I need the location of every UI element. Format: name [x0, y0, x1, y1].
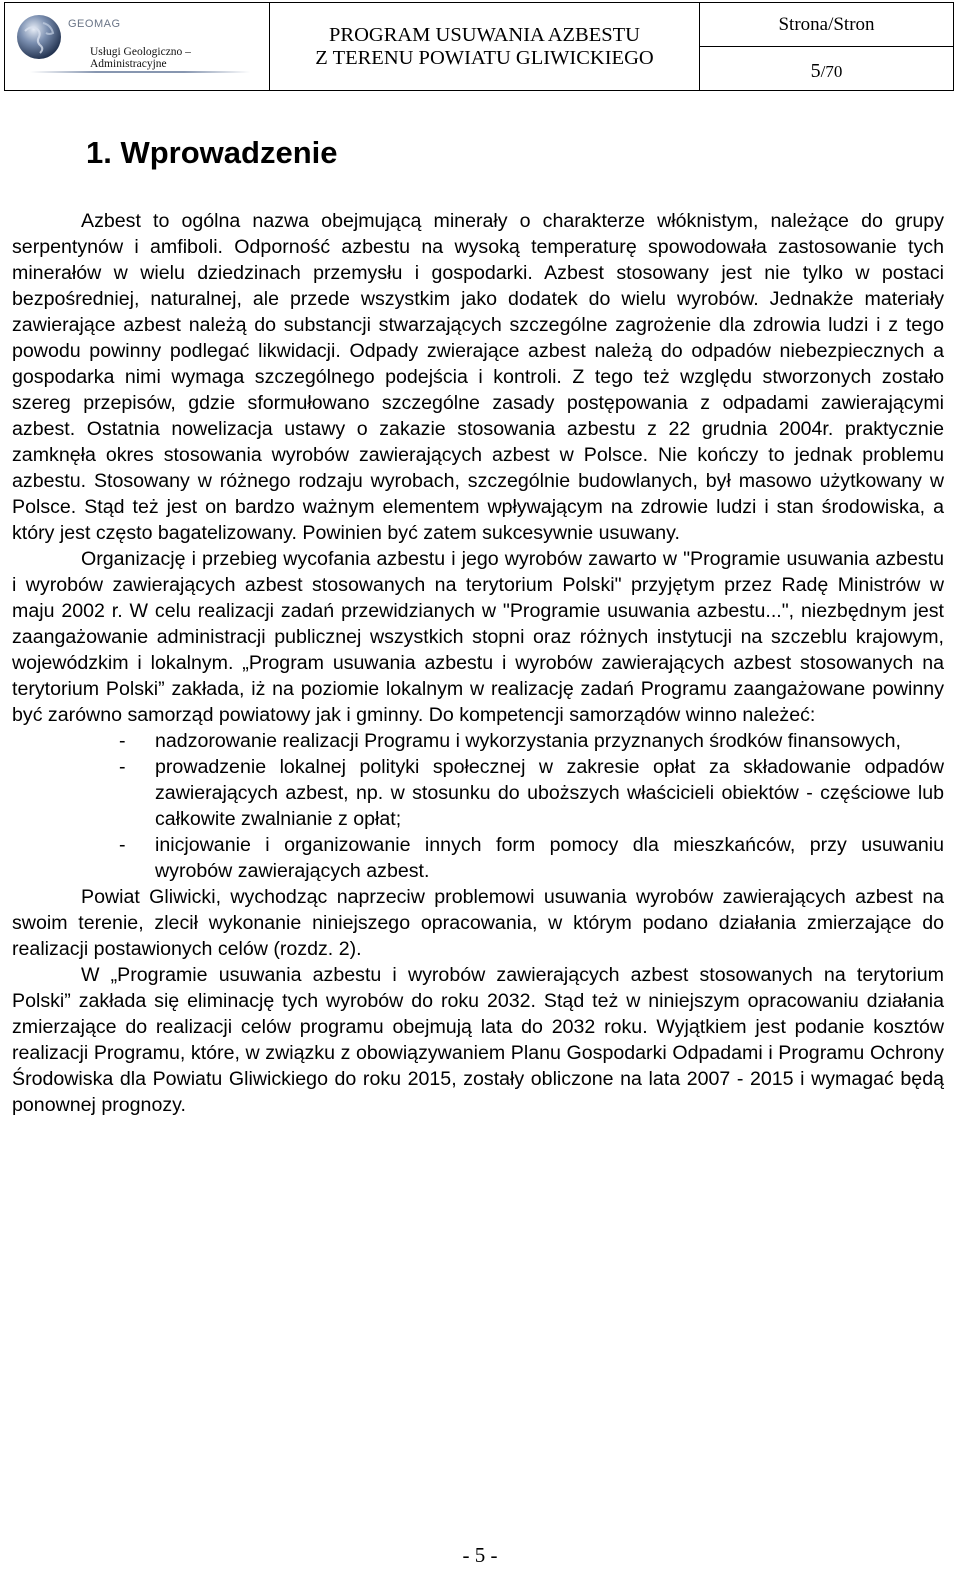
- document-header: [4, 2, 954, 91]
- list-item-text: prowadzenie lokalnej polityki społecznej w zakresie opłat za składowanie odpadów zawierających azbest, np. w stosunku do uboższych właścicieli obiektów - częściowe lub całkowite zwalnianie z opłat;: [155, 756, 944, 830]
- logo-subtitle: Usługi Geologiczno – Administracyjne: [90, 46, 191, 70]
- page-total: /70: [820, 61, 843, 81]
- title-line-1: PROGRAM USUWANIA AZBESTU: [329, 23, 640, 46]
- list-item: [12, 832, 944, 884]
- document-title: [270, 3, 700, 90]
- section-heading: 1. Wprowadzenie: [86, 135, 338, 170]
- paragraph: Organizację i przebieg wycofania azbestu i jego wyrobów zawarto w "Programie usuwania azbestu i wyrobów zawierających azbest stosowanych na terytorium Polski" przyjętym przez Radę Ministrów w maju 2002 r. W celu realizacji zadań przewidzianych w "Programie usuwania azbestu...", niezbędnym jest zaangażowanie administracji publicznej wszystkich stopni oraz różnych instytucji na szczeblu krajowym, wojewódzkim i lokalnym. „Program usuwania azbestu i wyrobów zawierających azbest stosowanych na terytorium Polski” zakłada, iż na poziomie lokalnym w realizację zadań Programu zaangażowane powinny być zarówno samorząd powiatowy jak i gminny. Do kompetencji samorządów winno należeć:: [12, 548, 944, 726]
- list-bullet: -: [119, 730, 126, 752]
- paragraph: W „Programie usuwania azbestu i wyrobów zawierających azbest stosowanych na terytorium Polski” zakłada się eliminację tych wyrobów do roku 2032. Stąd też w niniejszym opracowaniu działania zmierzające do realizacji celów programu obejmują lata do 2032 roku. Wyjątkiem jest podanie kosztów realizacji Programu, które, w związku z obowiązywaniem Planu Gospodarki Odpadami i Programu Ochrony Środowiska dla Powiatu Gliwickiego do roku 2015, zostały obliczone na lata 2007 - 2015 i wymagać będą ponownej prognozy.: [12, 964, 944, 1116]
- page-number-footer: - 5 -: [462, 1543, 498, 1567]
- document-body: [12, 208, 944, 1118]
- list-item-text: inicjowanie i organizowanie innych form pomocy dla mieszkańców, przy usuwaniu wyrobów zawierających azbest.: [155, 834, 944, 882]
- page-counter-value: [700, 47, 953, 90]
- page-counter: [700, 3, 953, 90]
- company-logo: [5, 3, 270, 90]
- page-current: 5: [810, 60, 821, 82]
- list-item: [12, 754, 944, 832]
- logo-underline: [30, 71, 250, 73]
- list-item-text: nadzorowanie realizacji Programu i wykorzystania przyznanych środków finansowych,: [155, 730, 901, 752]
- logo-brand-text: GEOMAG: [68, 18, 121, 30]
- paragraph: Azbest to ogólna nazwa obejmującą minerały o charakterze włóknistym, należące do grupy serpentynów i amfiboli. Odporność azbestu na wysoką temperaturę spowodowała zastosowanie tych minerałów w wielu dziedzinach przemysłu i gospodarki. Azbest stosowany jest nie tylko w postaci bezpośredniej, naturalnej, ale przede wszystkim jako dodatek do wielu wyrobów. Jednakże materiały zawierające azbest należą do substancji stwarzających szczególne zagrożenie dla zdrowia ludzi i z tego powodu powinny podlegać likwidacji. Odpady zwierające azbest należą do odpadów niebezpiecznych a gospodarka nimi wymaga szczególnego podejścia i kontroli. Z tego też względu stworzonych zostało szereg przepisów, gdzie sformułowano szczególne zasady postępowania z odpadami zawierającymi azbest. Ostatnia nowelizacja ustawy o zakazie stosowania azbestu z 22 grudnia 2004r. praktycznie zamknęła okres stosowania wyrobów zawierających azbest w Polsce. Nie kończy to jednak problemu azbestu. Stosowany w różnego rodzaju wyrobach, szczególnie budowlanych, był masowo użytkowany w Polsce. Stąd też jest on bardzo ważnym elementem wpływającym na zdrowie ludzi i stan środowiska, a który jest często bagatelizowany. Powinien być zatem sukcesywnie usuwany.: [12, 210, 944, 544]
- title-line-2: Z TERENU POWIATU GLIWICKIEGO: [315, 46, 654, 69]
- paragraph: Powiat Gliwicki, wychodząc naprzeciw problemowi usuwania wyrobów zawierających azbest na swoim terenie, zlecił wykonanie niniejszego opracowania, w którym podano działania zmierzające do realizacji postawionych celów (rozdz. 2).: [12, 886, 944, 960]
- page-counter-label: Strona/Stron: [700, 3, 953, 47]
- list-bullet: -: [119, 756, 126, 778]
- list-bullet: -: [119, 834, 126, 856]
- competence-list: [12, 728, 944, 884]
- list-item: [12, 728, 944, 754]
- globe-icon: [15, 13, 63, 61]
